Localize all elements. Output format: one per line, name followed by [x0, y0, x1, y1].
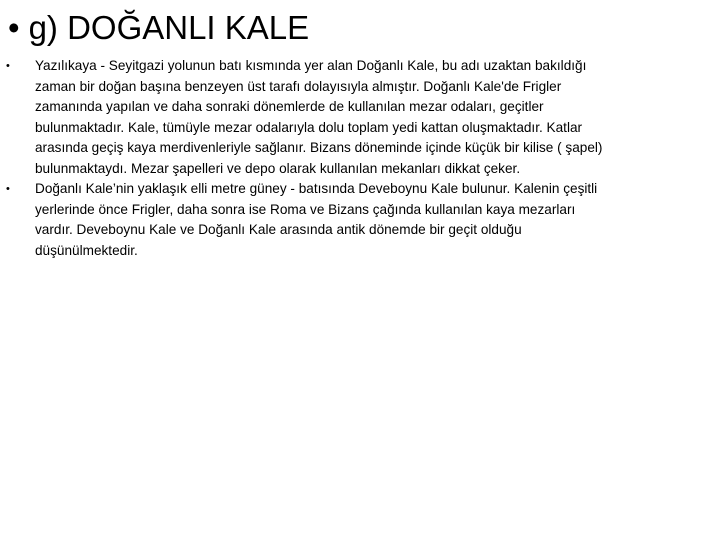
bullet-line: düşünülmektedir.: [35, 242, 138, 258]
bullet-item: [0, 56, 720, 179]
bullet-line: zamanında yapılan ve daha sonraki dönemlerde de kullanılan mezar odaları, geçitler: [35, 99, 544, 114]
bullet-line: bulunmaktaydı. Mezar şapelleri ve depo olarak kullanılan mekanları dikkat çeker.: [35, 160, 521, 176]
title-bullet-icon: •: [8, 9, 20, 46]
bullet-icon: •: [6, 60, 10, 72]
bullet-paragraph: [35, 56, 715, 179]
bullet-item: [0, 179, 720, 261]
bullet-line: zaman bir doğan başına benzeyen üst tarafı dolayısıyla almıştır. Doğanlı Kale'de Frigler: [35, 78, 562, 94]
bullet-icon: •: [6, 183, 10, 195]
bullet-paragraph: [35, 179, 715, 261]
slide-title-row: [8, 6, 309, 50]
bullet-line: bulunmaktadır. Kale, tümüyle mezar odalarıyla dolu toplam yedi kattan oluşmaktadır. Katlar: [35, 119, 583, 135]
bullet-line: yerlerinde önce Frigler, daha sonra ise Roma ve Bizans çağında kullanılan kaya mezarları: [35, 201, 576, 217]
bullet-list: [0, 56, 720, 261]
bullet-line: Yazılıkaya - Seyitgazi yolunun batı kısmında yer alan Doğanlı Kale, bu adı uzaktan bakıldığı: [35, 58, 587, 73]
slide-title: g) DOĞANLI KALE: [28, 9, 310, 46]
bullet-line: Doğanlı Kale’nin yaklaşık elli metre güney - batısında Deveboynu Kale bulunur. Kalenin çeşitli: [35, 181, 598, 196]
bullet-line: arasında geçiş kaya merdivenleriyle sağlanır. Bizans döneminde içinde küçük bir kilise ( şapel): [35, 140, 603, 155]
bullet-line: vardır. Deveboynu Kale ve Doğanlı Kale arasında antik dönemde bir geçit olduğu: [35, 222, 522, 237]
